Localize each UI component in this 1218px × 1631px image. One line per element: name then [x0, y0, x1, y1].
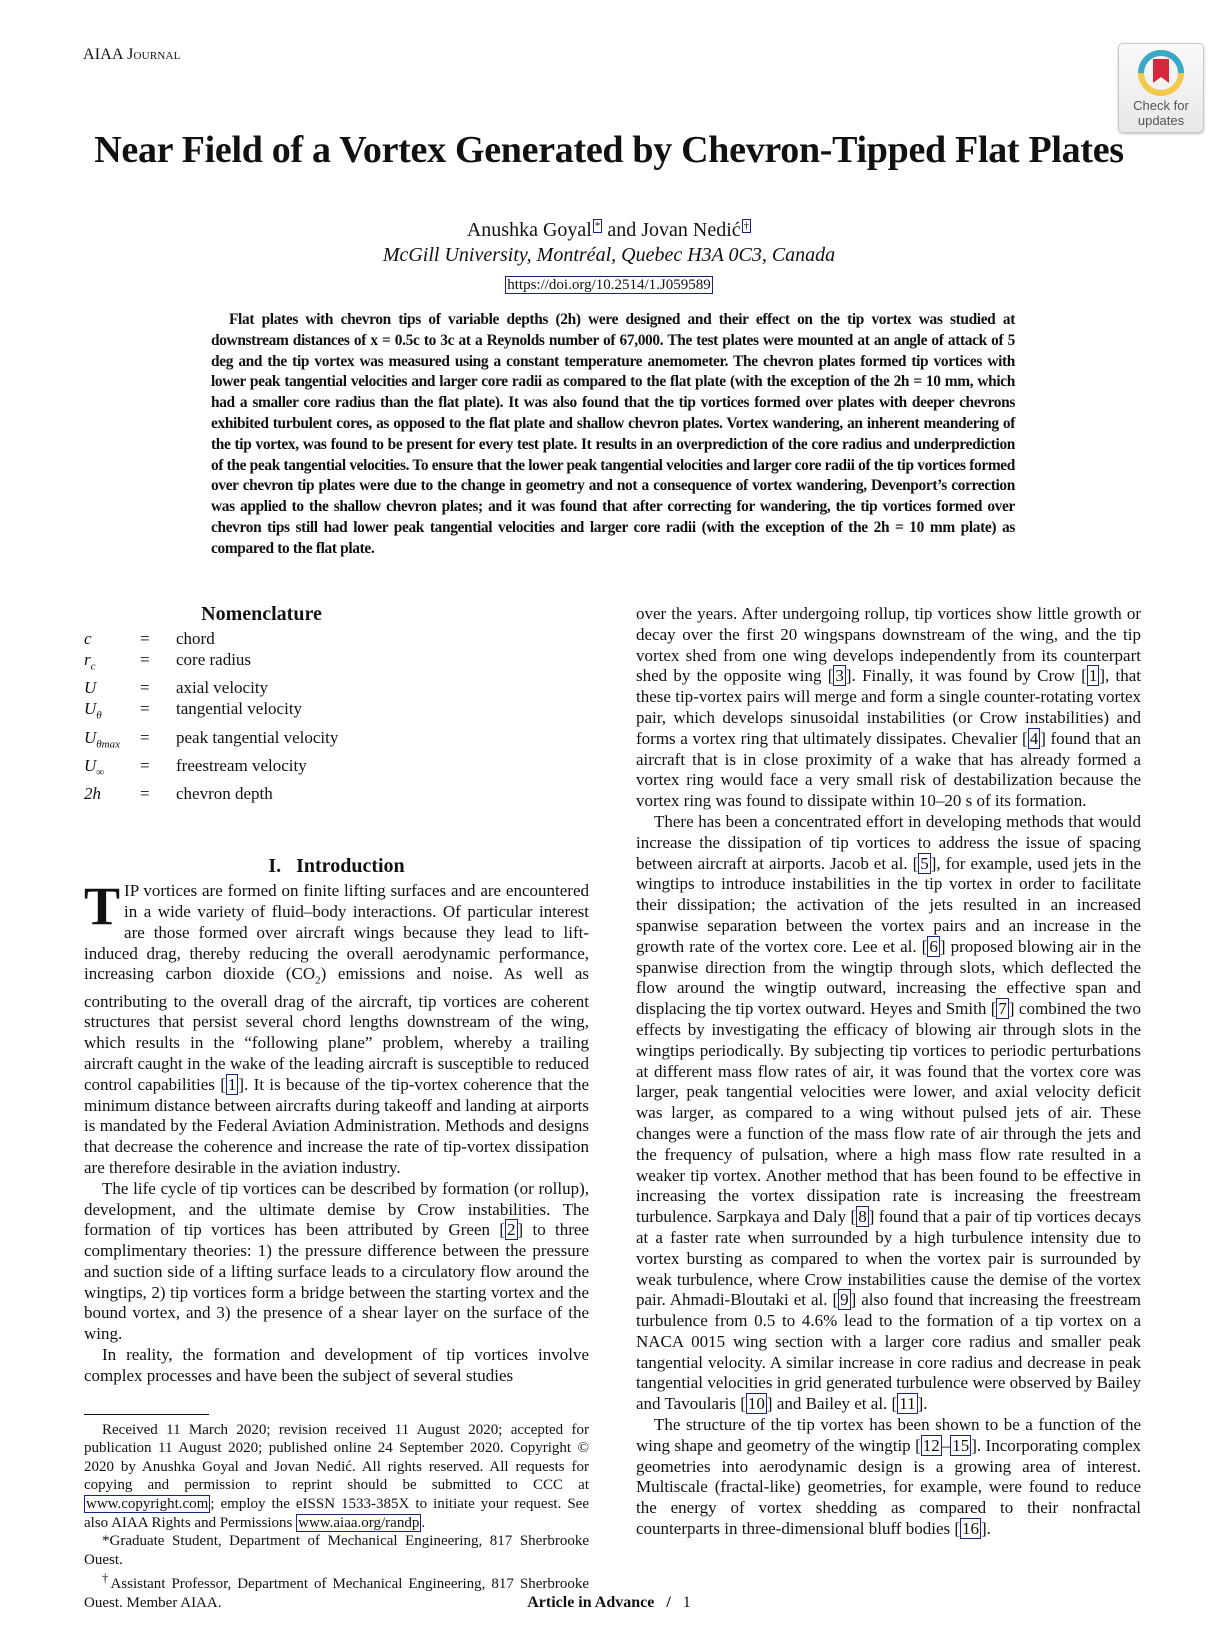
- symbol: U: [84, 678, 97, 698]
- text: ) emissions and noise. As well as contributing to the overall drag of the aircraft, tip vortices are coherent structures that persist several chord lengths downstream of the wing, which results in the “following plane” problem, whereby a trailing aircraft caught in the wake of the leading aircraft is susceptible to reduced control capabilities [: [84, 964, 589, 1094]
- text: ] proposed blowing air in the spanwise direction from the wingtip through slots, which deflected the flow around the wingtip outward, increasing the effective span and displacing the tip vortex outward. Heyes and Smith [: [636, 936, 1142, 1019]
- symbol-subscript: θ: [96, 709, 102, 722]
- citation-link[interactable]: 10: [747, 1394, 765, 1414]
- subscript: 2: [315, 974, 321, 987]
- author-name: Anushka Goyal: [466, 219, 592, 241]
- text: over the years. After undergoing rollup, tip vortices show little growth or decay over the first 20 wingspans downstream of the wing, and the tip vortex shed from one wing develops independently from its counterpart shed by the opposite wing [: [636, 604, 1141, 686]
- crossmark-label-line2: updates: [1137, 113, 1185, 128]
- nomenclature-item: [84, 755, 589, 783]
- definition: tangential velocity: [176, 699, 303, 719]
- text: IP vortices are formed on finite lifting surfaces and are encountered in a wide variety of fluid–body interactions. Of particular interest are those formed over aircraft wings because they lead to lift-induced drag, thereby reducing the overall aerodynamic performance, increasing carbon dioxide (CO: [84, 881, 589, 984]
- equals: =: [140, 649, 150, 669]
- text: ], for example, used jets in the wingtips to introduce instabilities in the tip vortex in order to facilitate their dissipation; the activation of the jets resulted in an increased spanwise separation between the vortex pairs and an increase in the growth rate of the vortex core. Lee et al. [: [636, 853, 1141, 956]
- left-column: [84, 604, 589, 1613]
- author-line: [0, 219, 1218, 242]
- text: ]. Finally, it was found by Crow [: [845, 666, 1087, 686]
- citation-link[interactable]: 12: [922, 1435, 940, 1455]
- nomenclature-heading: Nomenclature: [201, 603, 322, 625]
- copyright-link[interactable]: www.copyright.com: [86, 1496, 209, 1513]
- equals: =: [140, 628, 150, 648]
- abstract-text: Flat plates with chevron tips of variable depths (2h) were designed and their effect on the tip vortex was studied at downstream distances of x = 0.5c to 3c at a Reynolds number of 67,000. The test plates were mounted at an angle of attack of 5 deg and the tip vortex was measured using a constant temperature anemometer. The chevron plates formed tip vortices with lower peak tangential velocities and larger core radii as compared to the flat plate (with the exception of the 2h = 10 mm, which had a smaller core radius than the flat plate). It was also found that the tip vortices formed over plates with deeper chevrons exhibited turbulent cores, as opposed to the flat plate and shallow chevron plates. Vortex wandering, an inherent meandering of the tip vortex, was found to be present for every test plate. It results in an overprediction of the core radius and underprediction of the peak tangential velocities. To ensure that the lower peak tangential velocities and larger core radii of the tip vortices formed over chevron tip plates were due to the change in geometry and not a consequence of vortex wandering, Devenport’s correction was applied to the shallow chevron plates; and it was found that after correcting for wandering, the tip vortices formed over chevron tips still had lower peak tangential velocities and larger core radii (with the exception of the 2h = 10 mm plate) as compared to the flat plate.: [211, 311, 1015, 557]
- citation-link[interactable]: 3: [835, 666, 844, 686]
- text: ]. Incorporating complex geometries into aerodynamic design is a growing area of interest. Multiscale (fractal-like) geometries, for example, were found to reduce the energy of vortex shedding as compared to their nonfractal counterparts in three-dimensional bluff bodies [: [636, 1435, 1141, 1539]
- text: ] also found that increasing the freestream turbulence from 0.5 to 4.6% lead to the formation of a tip vortex on a NACA 0015 wing section with a larger core radius and smaller peak tangential velocity. A similar increase in core radius and decrease in peak tangential velocities in grid generated turbulence were observed by Bailey and Tavoularis [: [636, 1290, 1141, 1414]
- journal-name-prefix: AIAA: [83, 46, 128, 63]
- right-column: [636, 604, 1141, 1540]
- nomenclature-item: [84, 628, 589, 649]
- text: –: [941, 1435, 951, 1455]
- citation-link[interactable]: 6: [929, 936, 938, 956]
- text: ].: [917, 1394, 928, 1414]
- footnote-divider: [84, 1414, 209, 1415]
- equals: =: [140, 727, 150, 747]
- definition: chevron depth: [176, 784, 273, 804]
- footnote-received: [84, 1421, 589, 1533]
- author-name: Jovan Nedić: [641, 219, 741, 241]
- doi-link-container: [0, 277, 1218, 294]
- dagger-mark: †: [102, 1571, 111, 1586]
- nomenclature-item: [84, 783, 589, 804]
- footnotes: [84, 1421, 589, 1613]
- definition: chord: [176, 628, 215, 648]
- author-footnote-link[interactable]: †: [743, 220, 750, 232]
- symbol: U: [84, 755, 97, 775]
- text: Assistant Professor, Department of Mechanical Engineering, 817 Sherbrooke Ouest. Member AIAA.: [84, 1576, 590, 1612]
- citation-link[interactable]: 15: [952, 1435, 970, 1455]
- citation-link[interactable]: 16: [962, 1519, 980, 1539]
- text: .: [421, 1514, 426, 1531]
- definition: peak tangential velocity: [176, 727, 339, 747]
- symbol-subscript: c: [90, 660, 96, 673]
- symbol: U: [84, 699, 97, 719]
- text: ] to three complimentary theories: 1) the pressure difference between the pressure and suction side of a lifting surface leads to a circulatory flow around the wingtips, 2) tip vortices form a bridge between the starting vortex and the bound vortex, and 3) the presence of a shear layer on the surface of the wing.: [84, 1220, 590, 1344]
- symbol: U: [84, 727, 97, 747]
- text: Received 11 March 2020; revision received 11 August 2020; accepted for publication 11 August 2020; published online 24 September 2020. Copyright © 2020 by Anushka Goyal and Jovan Nedić. All rights reserved. All requests for copying and permission to reprint should be submitted to CCC at: [84, 1421, 589, 1494]
- journal-name-suffix: Journal: [127, 46, 181, 63]
- footer-separator: /: [654, 1594, 683, 1611]
- nomenclature-item: [84, 698, 589, 726]
- text: ] and Bailey et al. [: [766, 1394, 898, 1414]
- citation-link[interactable]: 5: [920, 853, 929, 873]
- paragraph: [636, 812, 1141, 1415]
- crossmark-label-line1: Check for: [1133, 98, 1189, 113]
- nomenclature-item: [84, 727, 589, 755]
- text: In reality, the formation and development of tip vortices involve complex processes and have been the subject of several studies: [84, 1345, 589, 1385]
- text: The life cycle of tip vortices can be described by formation (or rollup), development, and the ultimate demise by Crow instabilities. The formation of tip vortices has been attributed by Green [: [84, 1178, 589, 1240]
- author-footnote-link[interactable]: *: [594, 220, 601, 232]
- author-separator: and: [602, 219, 642, 241]
- symbol: 2h: [84, 784, 101, 804]
- definition: core radius: [176, 649, 252, 669]
- citation-link[interactable]: 7: [998, 999, 1007, 1019]
- running-head: [83, 46, 181, 64]
- abstract: [211, 310, 1015, 560]
- citation-link[interactable]: 8: [858, 1207, 867, 1227]
- check-for-updates-button[interactable]: [1118, 43, 1204, 133]
- text: There has been a concentrated effort in developing methods that would increase the dissipation of tip vortices to address the issue of spacing between aircraft at airports. Jacob et al. [: [636, 811, 1141, 873]
- paragraph: [84, 1179, 589, 1345]
- page-footer: [0, 1594, 1218, 1612]
- crossmark-icon: [1135, 49, 1187, 97]
- paragraph: [636, 604, 1141, 812]
- citation-link[interactable]: 2: [507, 1220, 516, 1240]
- citation-link[interactable]: 4: [1029, 728, 1039, 748]
- section-heading-introduction: I. Introduction: [268, 855, 405, 878]
- affiliation: McGill University, Montréal, Quebec H3A 0C3, Canada: [382, 244, 836, 266]
- symbol-subscript: ∞: [96, 766, 105, 779]
- equals: =: [140, 678, 150, 698]
- text: ] found that an aircraft that is in close proximity of a wake that has already formed a vortex ring would face a very small risk of destabilization because the vortex ring was found to dissipate within 10–20 s of its formation.: [636, 728, 1141, 811]
- paragraph: [636, 1415, 1141, 1540]
- text: The structure of the tip vortex has been shown to be a function of the wing shape and geometry of the wingtip [: [636, 1415, 1141, 1455]
- nomenclature-item: [84, 677, 589, 698]
- symbol-subscript: θmax: [96, 737, 121, 750]
- text: ] found that a pair of tip vortices decays at a faster rate when surrounded by a high turbulence intensity due to vortex bursting as compared to when the vortex pair is surrounded by weak turbulence, where Crow instabilities cause the demise of the vortex pair. Ahmadi-Bloutaki et al. [: [636, 1207, 1142, 1310]
- equals: =: [140, 784, 150, 804]
- citation-link[interactable]: 1: [227, 1074, 237, 1094]
- paragraph: [84, 1345, 589, 1387]
- citation-link[interactable]: 11: [899, 1394, 916, 1414]
- text: ]. It is because of the tip-vortex coherence that the minimum distance between aircrafts during takeoff and landing at airports is mandated by the Federal Aviation Administration. Methods and designs that decrease the coherence and increase the rate of tip-vortex dissipation are therefore desirable in the aviation industry.: [84, 1074, 589, 1177]
- doi-link[interactable]: https://doi.org/10.2514/1.J059589: [507, 277, 711, 293]
- definition: freestream velocity: [176, 755, 307, 775]
- text: ; employ the eISSN 1533-385X to initiate your request. See also AIAA Rights and Permissions: [84, 1496, 589, 1531]
- equals: =: [140, 755, 150, 775]
- drop-cap: T: [84, 876, 121, 937]
- text: ] combined the two effects by investigating the efficacy of blowing air through slots in the wingtips periodically. By subjecting tip vortices to periodic perturbations at different mass flow rates of air, it was found that the vortex core was larger, peak tangential velocities were lower, and axial velocity deficit was larger, as compared to a wing without pulsed jets of air. These changes were a function of the mass flow rate of air through the jets and the frequency of pulsation, where a high mass flow rate resulted in a weaker tip vortex. Another method that has been found to be effective in increasing the vortex dissipation rate is increasing the freestream turbulence. Sarpkaya and Daly [: [636, 999, 1141, 1227]
- citation-link[interactable]: 1: [1088, 666, 1098, 686]
- footnote-author1: *Graduate Student, Department of Mechanical Engineering, 817 Sherbrooke Ouest.: [84, 1533, 589, 1568]
- equals: =: [140, 699, 150, 719]
- rights-permissions-link[interactable]: www.aiaa.org/randp: [298, 1514, 420, 1531]
- paper-title: Near Field of a Vortex Generated by Chevron-Tipped Flat Plates: [94, 129, 1124, 171]
- nomenclature-list: [84, 628, 589, 805]
- nomenclature-item: [84, 649, 589, 677]
- definition: axial velocity: [176, 678, 269, 698]
- citation-link[interactable]: 9: [840, 1290, 849, 1310]
- text: ].: [981, 1519, 991, 1539]
- page-number: 1: [682, 1594, 691, 1611]
- footer-label: Article in Advance: [527, 1594, 655, 1611]
- symbol: c: [84, 628, 92, 648]
- symbol: r: [84, 649, 91, 669]
- paragraph: [84, 876, 589, 1179]
- text: ], that these tip-vortex pairs will merge and form a single counter-rotating vortex pair, which develops sinusoidal instabilities (or Crow instabilities) and forms a vortex ring that ultimately dissipates. Chevalier [: [636, 666, 1141, 748]
